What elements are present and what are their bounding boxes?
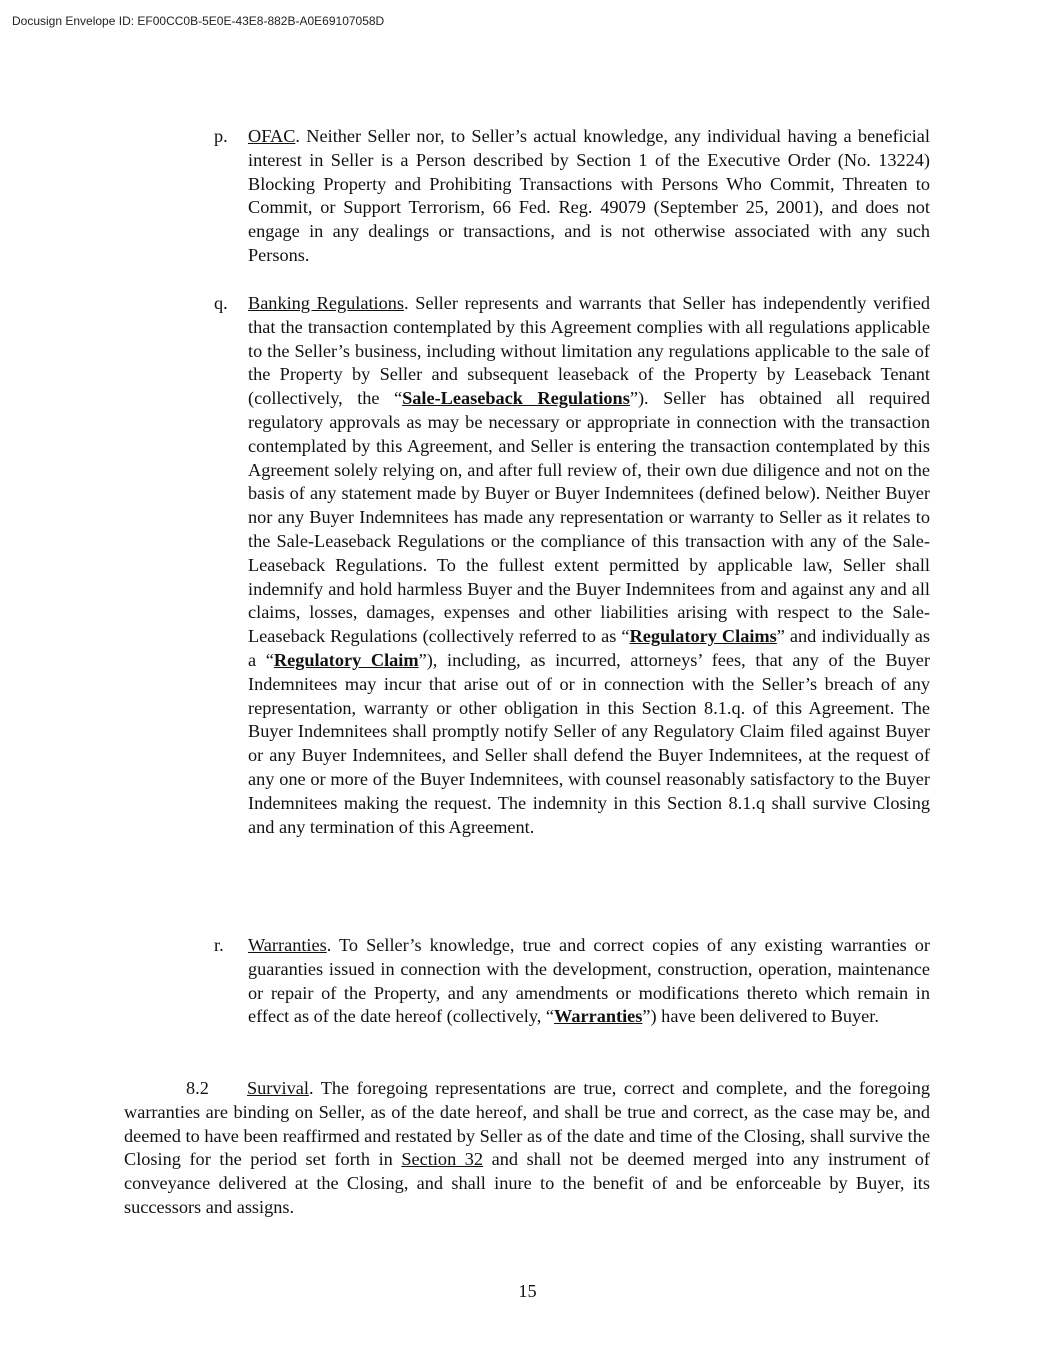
item-text: ”), including, as incurred, attorneys’ fees, that any of the Buyer Indemnitees may incur that arise out of or in connection with the Seller’s breach of any representation, warranty or other obligation in this Section 8.1.q. of this Agreement. The Buyer Indemnitees shall promptly notify Seller of any Regulatory Claim filed against Buyer or any Buyer Indemnitees, and Seller shall defend the Buyer Indemnitees, at the request of any one or more of the Buyer Indemnitees, with counsel reasonably satisfactory to the Buyer Indemnitees making the request. The indemnity in this Section 8.1.q shall survive Closing and any termination of this Agreement. [248,649,930,837]
defined-term: Regulatory Claim [273,649,419,670]
section-item-q [214,292,930,839]
item-text: ”). Seller has obtained all required regulatory approvals as may be necessary or appropriate in connection with the transaction contemplated by this Agreement, and Seller is entering the transaction contemplated by this Agreement solely relying on, and after full review of, their own due diligence and not on the basis of any statement made by Buyer or Buyer Indemnitees (defined below). Neither Buyer nor any Buyer Indemnitees has made any representation or warranty to Seller as it relates to the Sale-Leaseback Regulations or the compliance of this transaction with any of the Sale-Leaseback Regulations. To the fullest extent permitted by applicable law, Seller shall indemnify and hold harmless Buyer and the Buyer Indemnitees from and against any and all claims, losses, damages, expenses and other liabilities arising with respect to the Sale-Leaseback Regulations (collectively referred to as “ [248,388,930,647]
docusign-envelope-id: Docusign Envelope ID: EF00CC0B-5E0E-43E8-882B-A0E69107058D [12,14,385,28]
section-text: and shall not be deemed merged into any instrument of conveyance delivered at the Closing, and shall inure to the benefit of and be enforceable by Buyer, its successors and assigns. [124,1149,931,1217]
item-heading: OFAC [248,126,296,146]
item-text: ”) have been delivered to Buyer. [642,1006,879,1027]
item-text: . To Seller’s knowledge, true and correct copies of any existing warranties or guaranties issued in connection with the development, construction, operation, maintenance or repair of the Property, and any amendments or modifications thereto which remain in effect as of the date hereof (collectively, “ [248,935,930,1027]
item-heading: Warranties [248,935,327,955]
section-survival [124,1077,930,1220]
section-item-r [214,934,930,1029]
section-heading: Survival [247,1078,309,1098]
item-letter: p. [214,126,228,146]
item-body [248,292,930,839]
page-number: 15 [518,1281,537,1301]
item-heading: Banking Regulations [248,293,405,313]
item-letter: r. [214,935,224,955]
section-text: . The foregoing representations are true, correct and complete, and the foregoing warranties are binding on Seller, as of the date hereof, and shall be true and correct, as the case may be, and deemed to have been reaffirmed and restated by Seller as of the date and time of the Closing, shall survive the Closing for the period set forth in [124,1078,930,1170]
defined-term: Sale-Leaseback Regulations [402,388,630,409]
item-body [248,125,930,268]
item-text: ” and individually as a “ [248,626,931,670]
section-number: 8.2 [186,1078,209,1098]
section-reference: Section 32 [401,1149,484,1170]
defined-term: Warranties [554,1006,643,1027]
item-body [248,934,930,1029]
item-letter: q. [214,293,228,313]
item-text: . Neither Seller nor, to Seller’s actual knowledge, any individual having a beneficial interest in Seller is a Person described by Section 1 of the Executive Order (No. 13224) Blocking Property and Prohibiting Transactions with Persons Who Commit, Threaten to Commit, or Support Terrorism, 66 Fed. Reg. 49079 (September 25, 2001), and does not engage in any dealings or transactions, and is not otherwise associated with any such Persons. [248,126,930,265]
defined-term: Regulatory Claims [629,626,777,647]
section-item-p [214,125,930,268]
item-text: . Seller represents and warrants that Seller has independently verified that the transaction contemplated by this Agreement complies with all regulations applicable to the Seller’s business, including without limitation any regulations applicable to the sale of the Property by Seller and subsequent leaseback of the Property by Leaseback Tenant (collectively, the “ [248,293,930,409]
